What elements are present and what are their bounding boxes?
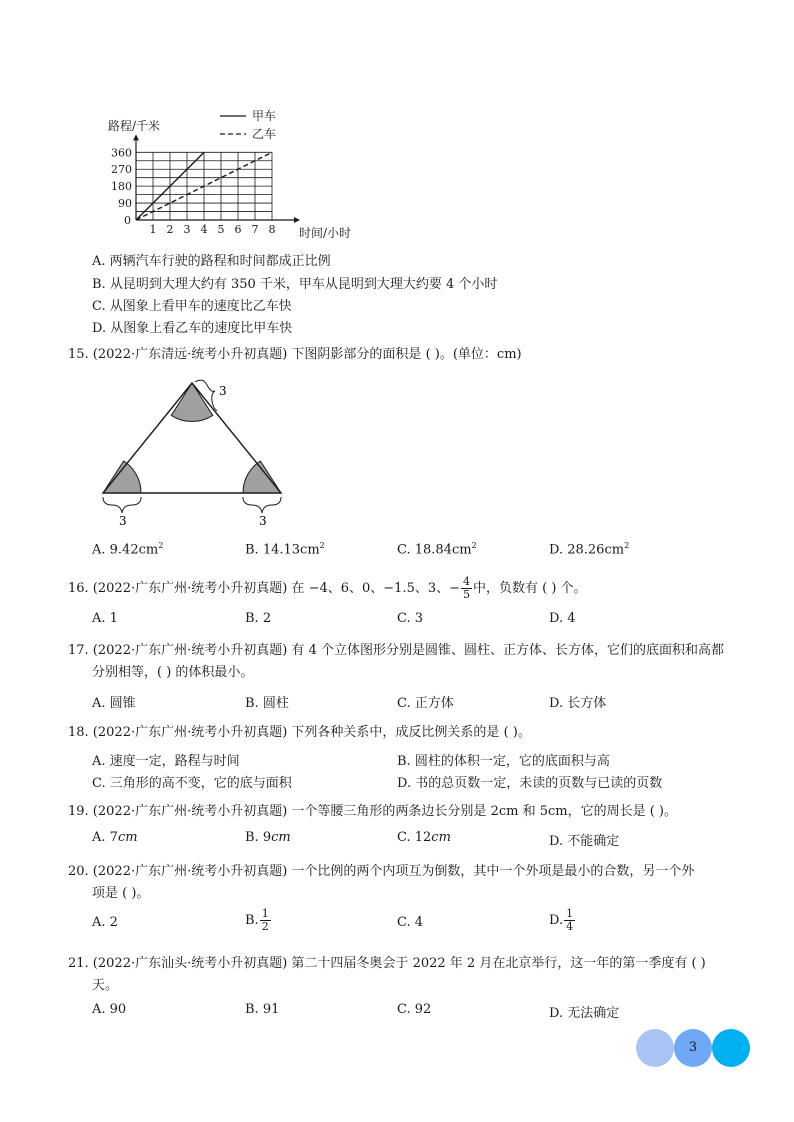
q15-option-c: C. $18.84cm^2$ bbox=[397, 541, 477, 558]
x-axis-arrow bbox=[294, 217, 300, 223]
y-axis-label: 路程/千米 bbox=[108, 119, 161, 133]
label-left-3: 3 bbox=[119, 514, 127, 528]
q15-option-b: B. $14.13cm^2$ bbox=[245, 541, 325, 558]
q21-stem-line1: 21. (2022·广东汕头·统考小升初真题) 第二十四届冬奥会于 2022 年 2 月在北京举行，这一年的第一季度有 ( ) bbox=[68, 956, 706, 971]
q14-option-d: D. 从图象上看乙车的速度比甲车快 bbox=[92, 321, 293, 336]
q18-option-d: D. 书的总页数一定，未读的页数与已读的页数 bbox=[397, 776, 663, 791]
q21-option-c: C. 92 bbox=[397, 1002, 432, 1017]
circle-light bbox=[636, 1029, 674, 1067]
q15-stem: 15. (2022·广东清远·统考小升初真题) 下图阴影部分的面积是 ( )。(单位：cm) bbox=[68, 347, 522, 362]
q16-stem: 16. (2022·广东广州·统考小升初真题) 在 −4、6、0、−1.5、3、− $\frac{4}{5}$ 中，负数有 ( ) 个。 bbox=[68, 575, 587, 601]
page-number: 3 bbox=[688, 1040, 698, 1055]
q19-option-d: D. 不能确定 bbox=[549, 834, 620, 849]
q17-option-a: A. 圆锥 bbox=[92, 696, 136, 711]
q20-stem-line2: 项是 ( )。 bbox=[92, 886, 150, 901]
x-tick-label: 3 bbox=[183, 223, 191, 236]
q15-option-d: D. $28.26cm^2$ bbox=[549, 541, 630, 558]
q21-stem-line2: 天。 bbox=[92, 978, 119, 993]
q19-option-c: C. 12cm bbox=[397, 830, 451, 845]
q17-stem-line2: 分别相等，( ) 的体积最小。 bbox=[92, 665, 254, 680]
triangle-figure bbox=[95, 375, 295, 530]
q16-option-c: C. 3 bbox=[397, 611, 424, 626]
q18-option-a: A. 速度一定，路程与时间 bbox=[92, 754, 240, 769]
q21-option-a: A. 90 bbox=[92, 1002, 127, 1017]
q20-stem-line1: 20. (2022·广东广州·统考小升初真题) 一个比例的两个内项互为倒数，其中一个外项是最小的合数，另一个外 bbox=[68, 864, 695, 879]
y-axis-arrow bbox=[133, 134, 139, 140]
x-tick-label: 5 bbox=[217, 223, 225, 236]
x-tick-label: 8 bbox=[268, 223, 276, 236]
q19-option-a: A. 7cm bbox=[92, 830, 138, 845]
q15-option-a: A. $9.42cm^2$ bbox=[92, 541, 164, 558]
shaded-sector-top bbox=[171, 383, 212, 422]
x-tick-label: 7 bbox=[251, 223, 259, 236]
q17-option-d: D. 长方体 bbox=[549, 696, 607, 711]
fraction-four-fifths: $\frac{4}{5}$ bbox=[463, 575, 470, 601]
circle-right bbox=[712, 1029, 750, 1067]
q20-option-b: B. $\frac{1}{2}$ bbox=[245, 907, 269, 933]
legend-label-jia: 甲车 bbox=[252, 109, 277, 123]
q20-option-c: C. 4 bbox=[397, 915, 424, 930]
q17-option-b: B. 圆柱 bbox=[245, 696, 289, 711]
shaded-sector-left bbox=[103, 461, 141, 493]
q20-option-d: D. $\frac{1}{4}$ bbox=[549, 907, 574, 933]
q19-stem: 19. (2022·广东广州·统考小升初真题) 一个等腰三角形的两条边长分别是 2cm 和 5cm，它的周长是 ( )。 bbox=[68, 804, 677, 819]
label-right-3: 3 bbox=[259, 514, 267, 528]
origin-label: 0 bbox=[124, 214, 131, 227]
y-tick-label: 90 bbox=[118, 197, 132, 211]
brace-left bbox=[103, 497, 141, 513]
q14-option-b: B. 从昆明到大理大约有 350 千米，甲车从昆明到大理大约要 4 个小时 bbox=[92, 277, 498, 292]
q21-option-b: B. 91 bbox=[245, 1002, 280, 1017]
q16-option-b: B. 2 bbox=[245, 611, 272, 626]
x-tick-label: 6 bbox=[234, 223, 242, 236]
y-tick-label: 270 bbox=[111, 163, 132, 177]
fraction-one-quarter: $\frac{1}{4}$ bbox=[566, 907, 574, 933]
fraction-one-half: $\frac{1}{2}$ bbox=[261, 907, 269, 933]
q14-option-c: C. 从图象上看甲车的速度比乙车快 bbox=[92, 299, 292, 314]
brace-right bbox=[243, 497, 281, 513]
q17-stem-line1: 17. (2022·广东广州·统考小升初真题) 有 4 个立体图形分别是圆锥、圆柱、正方体、长方体，它们的底面积和高都 bbox=[68, 643, 724, 658]
q20-option-a: A. 2 bbox=[92, 915, 118, 930]
q18-option-b: B. 圆柱的体积一定，它的底面积与高 bbox=[397, 754, 610, 769]
x-tick-label: 4 bbox=[200, 223, 208, 236]
legend-label-yi: 乙车 bbox=[252, 127, 277, 141]
q16-option-a: A. 1 bbox=[92, 611, 118, 626]
q21-option-d: D. 无法确定 bbox=[549, 1006, 620, 1021]
q14-option-a: A. 两辆汽车行驶的路程和时间都成正比例 bbox=[92, 254, 331, 269]
y-tick-label: 180 bbox=[111, 180, 132, 194]
q18-option-c: C. 三角形的高不变，它的底与面积 bbox=[92, 776, 292, 791]
q18-stem: 18. (2022·广东广州·统考小升初真题) 下列各种关系中，成反比例关系的是 ( )。 bbox=[68, 725, 531, 740]
distance-time-chart bbox=[100, 100, 360, 245]
label-top-3: 3 bbox=[219, 384, 227, 398]
shaded-sector-right bbox=[243, 461, 281, 493]
x-tick-label: 1 bbox=[149, 223, 157, 236]
q16-option-d: D. 4 bbox=[549, 611, 576, 626]
page-number-decoration bbox=[636, 1028, 754, 1068]
q17-option-c: C. 正方体 bbox=[397, 696, 454, 711]
x-tick-label: 2 bbox=[166, 223, 174, 236]
q19-option-b: B. 9cm bbox=[245, 830, 291, 845]
x-axis-label: 时间/小时 bbox=[299, 226, 352, 240]
y-tick-label: 360 bbox=[111, 146, 132, 160]
